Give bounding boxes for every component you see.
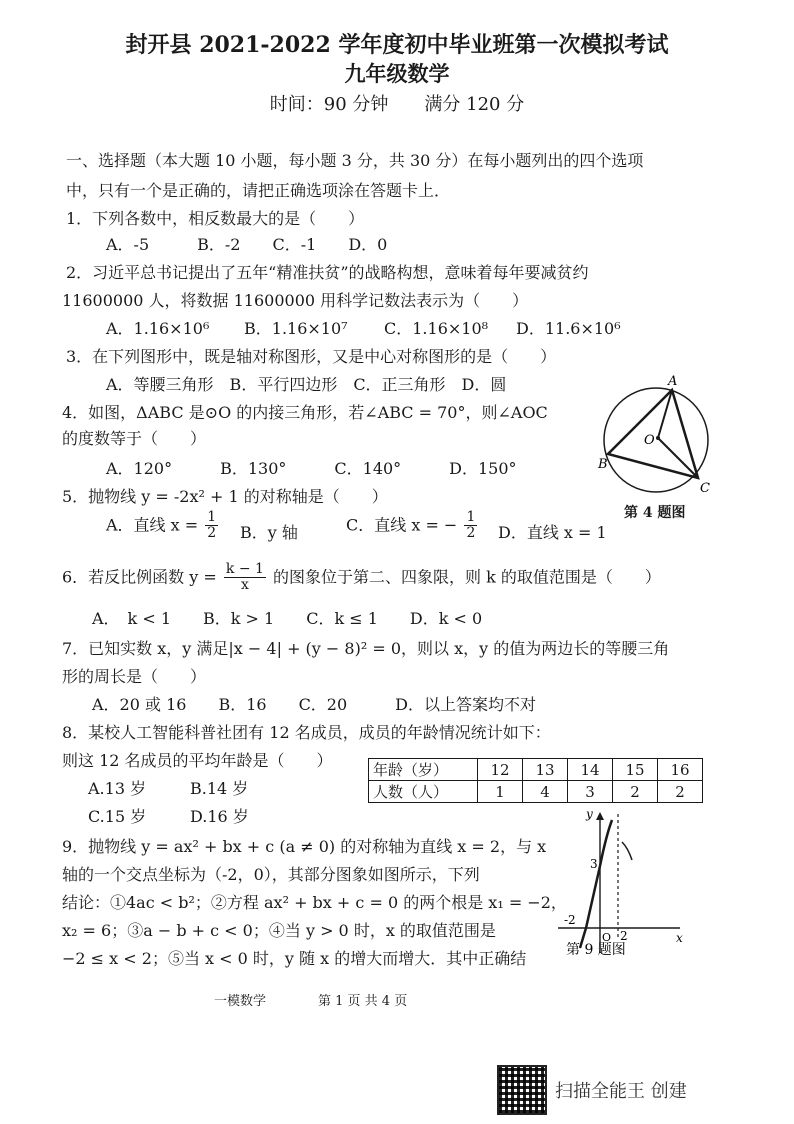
q8-stem-1: 8．某校人工智能科普社团有 12 名成员，成员的年龄情况统计如下： xyxy=(62,723,551,742)
y-axis-arrow xyxy=(596,812,604,820)
q9-line-2: 轴的一个交点坐标为（-2，0），其部分图象如图所示，下列 xyxy=(62,865,480,884)
q2-option-c: C．1.16×10⁸ xyxy=(384,319,489,338)
q7-stem-2: 形的周长是（ ） xyxy=(62,667,207,686)
q2-option-b: B．1.16×10⁷ xyxy=(244,319,348,338)
q1-options: A．-5 B．-2 C．-1 D．0 xyxy=(106,235,388,254)
q9-label-2: 2 xyxy=(620,929,628,943)
q5-option-a-prefix: A．直线 x = xyxy=(106,515,199,535)
q9-label-minus2: -2 xyxy=(564,913,576,927)
table-cell: 16 xyxy=(658,759,703,781)
q6-stem xyxy=(62,562,661,594)
q4-options: A．120° B．130° C．140° D．150° xyxy=(106,459,517,478)
table-row-header: 人数（人） xyxy=(369,781,478,803)
table-cell: 1 xyxy=(478,781,523,803)
q5-option-c xyxy=(346,510,479,542)
q3-stem: 3．在下列图形中，既是轴对称图形，又是中心对称图形的是（ ） xyxy=(66,347,557,366)
q2-stem-2: 11600000 人，将数据 11600000 用科学记数法表示为（ ） xyxy=(62,291,529,310)
q6-stem-suffix: 的图象位于第二、四象限，则 k 的取值范围是（ ） xyxy=(273,567,661,587)
section-intro-2: 中，只有一个是正确的，请把正确选项涂在答题卡上． xyxy=(66,181,451,200)
exam-title: 封开县 2021-2022 学年度初中毕业班第一次模拟考试 xyxy=(125,32,669,58)
q6-numerator: k − 1 xyxy=(225,561,264,577)
table-row-header: 年龄（岁） xyxy=(369,759,478,781)
q2-option-a: A．1.16×10⁶ xyxy=(106,319,210,338)
q5-option-a xyxy=(106,510,220,542)
footer-page-number: 第 1 页 共 4 页 xyxy=(318,994,408,1009)
q9-label-3: 3 xyxy=(590,857,598,871)
q8-option-b: B.14 岁 xyxy=(190,779,249,798)
q8-option-a: A.13 岁 xyxy=(88,779,147,798)
center-point xyxy=(656,436,660,440)
q5-a-numerator: 1 xyxy=(207,509,217,525)
q9-line-5: −2 ≤ x < 2；⑤当 x < 0 时，y 随 x 的增大而增大．其中正确结 xyxy=(62,949,527,968)
q5-a-denominator: 2 xyxy=(207,525,217,542)
table-cell: 2 xyxy=(613,781,658,803)
q8-option-c: C.15 岁 xyxy=(88,807,147,826)
q2-stem-1: 2．习近平总书记提出了五年“精准扶贫”的战略构想，意味着每年要减贫约 xyxy=(66,263,589,282)
scanner-watermark: 扫描全能王 创建 xyxy=(555,1081,687,1102)
section-intro-1: 一、选择题（本大题 10 小题，每小题 3 分，共 30 分）在每小题列出的四个选项 xyxy=(66,151,644,170)
parabola-curve xyxy=(580,820,612,948)
q4-stem-2: 的度数等于（ ） xyxy=(62,429,207,448)
q9-label-o: O xyxy=(602,931,612,944)
q5-option-d: D．直线 x = 1 xyxy=(498,523,607,542)
exam-subtitle: 九年级数学 xyxy=(344,61,450,86)
qr-code-icon xyxy=(497,1065,547,1115)
q8-stem-2: 则这 12 名成员的平均年龄是（ ） xyxy=(62,751,333,770)
q8-age-table xyxy=(368,758,703,803)
table-cell: 12 xyxy=(478,759,523,781)
q4-label-o: O xyxy=(644,433,655,448)
table-cell: 4 xyxy=(523,781,568,803)
table-cell: 3 xyxy=(568,781,613,803)
parabola-curve-right xyxy=(622,842,632,860)
q9-line-1: 9．抛物线 y = ax² + bx + c (a ≠ 0) 的对称轴为直线 x = 2，与 x xyxy=(62,837,547,856)
q5-option-a-fraction xyxy=(205,510,218,542)
q5-stem: 5．抛物线 y = -2x² + 1 的对称轴是（ ） xyxy=(62,487,388,506)
q8-option-d: D.16 岁 xyxy=(190,807,249,826)
q4-circle-figure xyxy=(596,372,716,522)
table-row xyxy=(369,781,703,803)
q9-figure-caption: 第 9 题图 xyxy=(566,942,626,958)
table-cell: 13 xyxy=(523,759,568,781)
q4-label-b: B xyxy=(598,457,608,472)
q7-options: A．20 或 16 B．16 C．20 D．以上答案均不对 xyxy=(92,695,536,714)
table-row xyxy=(369,759,703,781)
q5-c-numerator: 1 xyxy=(466,509,476,525)
q5-option-b: B．y 轴 xyxy=(240,523,298,542)
q6-stem-prefix: 6．若反比例函数 y = xyxy=(62,567,217,587)
q5-option-c-prefix: C．直线 x = − xyxy=(346,515,458,535)
table-cell: 15 xyxy=(613,759,658,781)
q5-option-c-fraction xyxy=(464,510,477,542)
q4-label-c: C xyxy=(700,481,710,496)
table-cell: 2 xyxy=(658,781,703,803)
q6-denominator: x xyxy=(240,577,249,594)
q2-option-d: D．11.6×10⁶ xyxy=(516,319,621,338)
q9-label-x: x xyxy=(676,931,683,945)
q4-stem-1: 4．如图，ΔABC 是⊙O 的内接三角形，若∠ABC = 70°，则∠AOC xyxy=(62,403,548,422)
q9-label-y: y xyxy=(586,808,593,821)
q7-stem-1: 7．已知实数 x，y 满足|x − 4| + (y − 8)² = 0，则以 x，y 的值为两边长的等腰三角 xyxy=(62,639,670,658)
q3-options: A．等腰三角形 B．平行四边形 C．正三角形 D．圆 xyxy=(106,375,507,394)
q5-c-denominator: 2 xyxy=(466,525,476,542)
exam-time-score: 时间：90 分钟 满分 120 分 xyxy=(269,94,525,115)
q6-options: A． k < 1 B．k > 1 C．k ≤ 1 D．k < 0 xyxy=(92,609,483,628)
footer-subject: 一模数学 xyxy=(214,994,267,1009)
table-cell: 14 xyxy=(568,759,613,781)
q6-fraction xyxy=(224,562,266,594)
q9-line-3: 结论：①4ac < b²；②方程 ax² + bx + c = 0 的两个根是 x₁ = −2， xyxy=(62,893,567,912)
q1-stem: 1．下列各数中，相反数最大的是（ ） xyxy=(66,209,365,228)
q9-line-4: x₂ = 6；③a − b + c < 0；④当 y > 0 时，x 的取值范围是 xyxy=(62,921,496,940)
q4-label-a: A xyxy=(668,374,678,389)
q4-figure-caption: 第 4 题图 xyxy=(624,505,686,521)
q9-parabola-figure xyxy=(556,808,686,958)
